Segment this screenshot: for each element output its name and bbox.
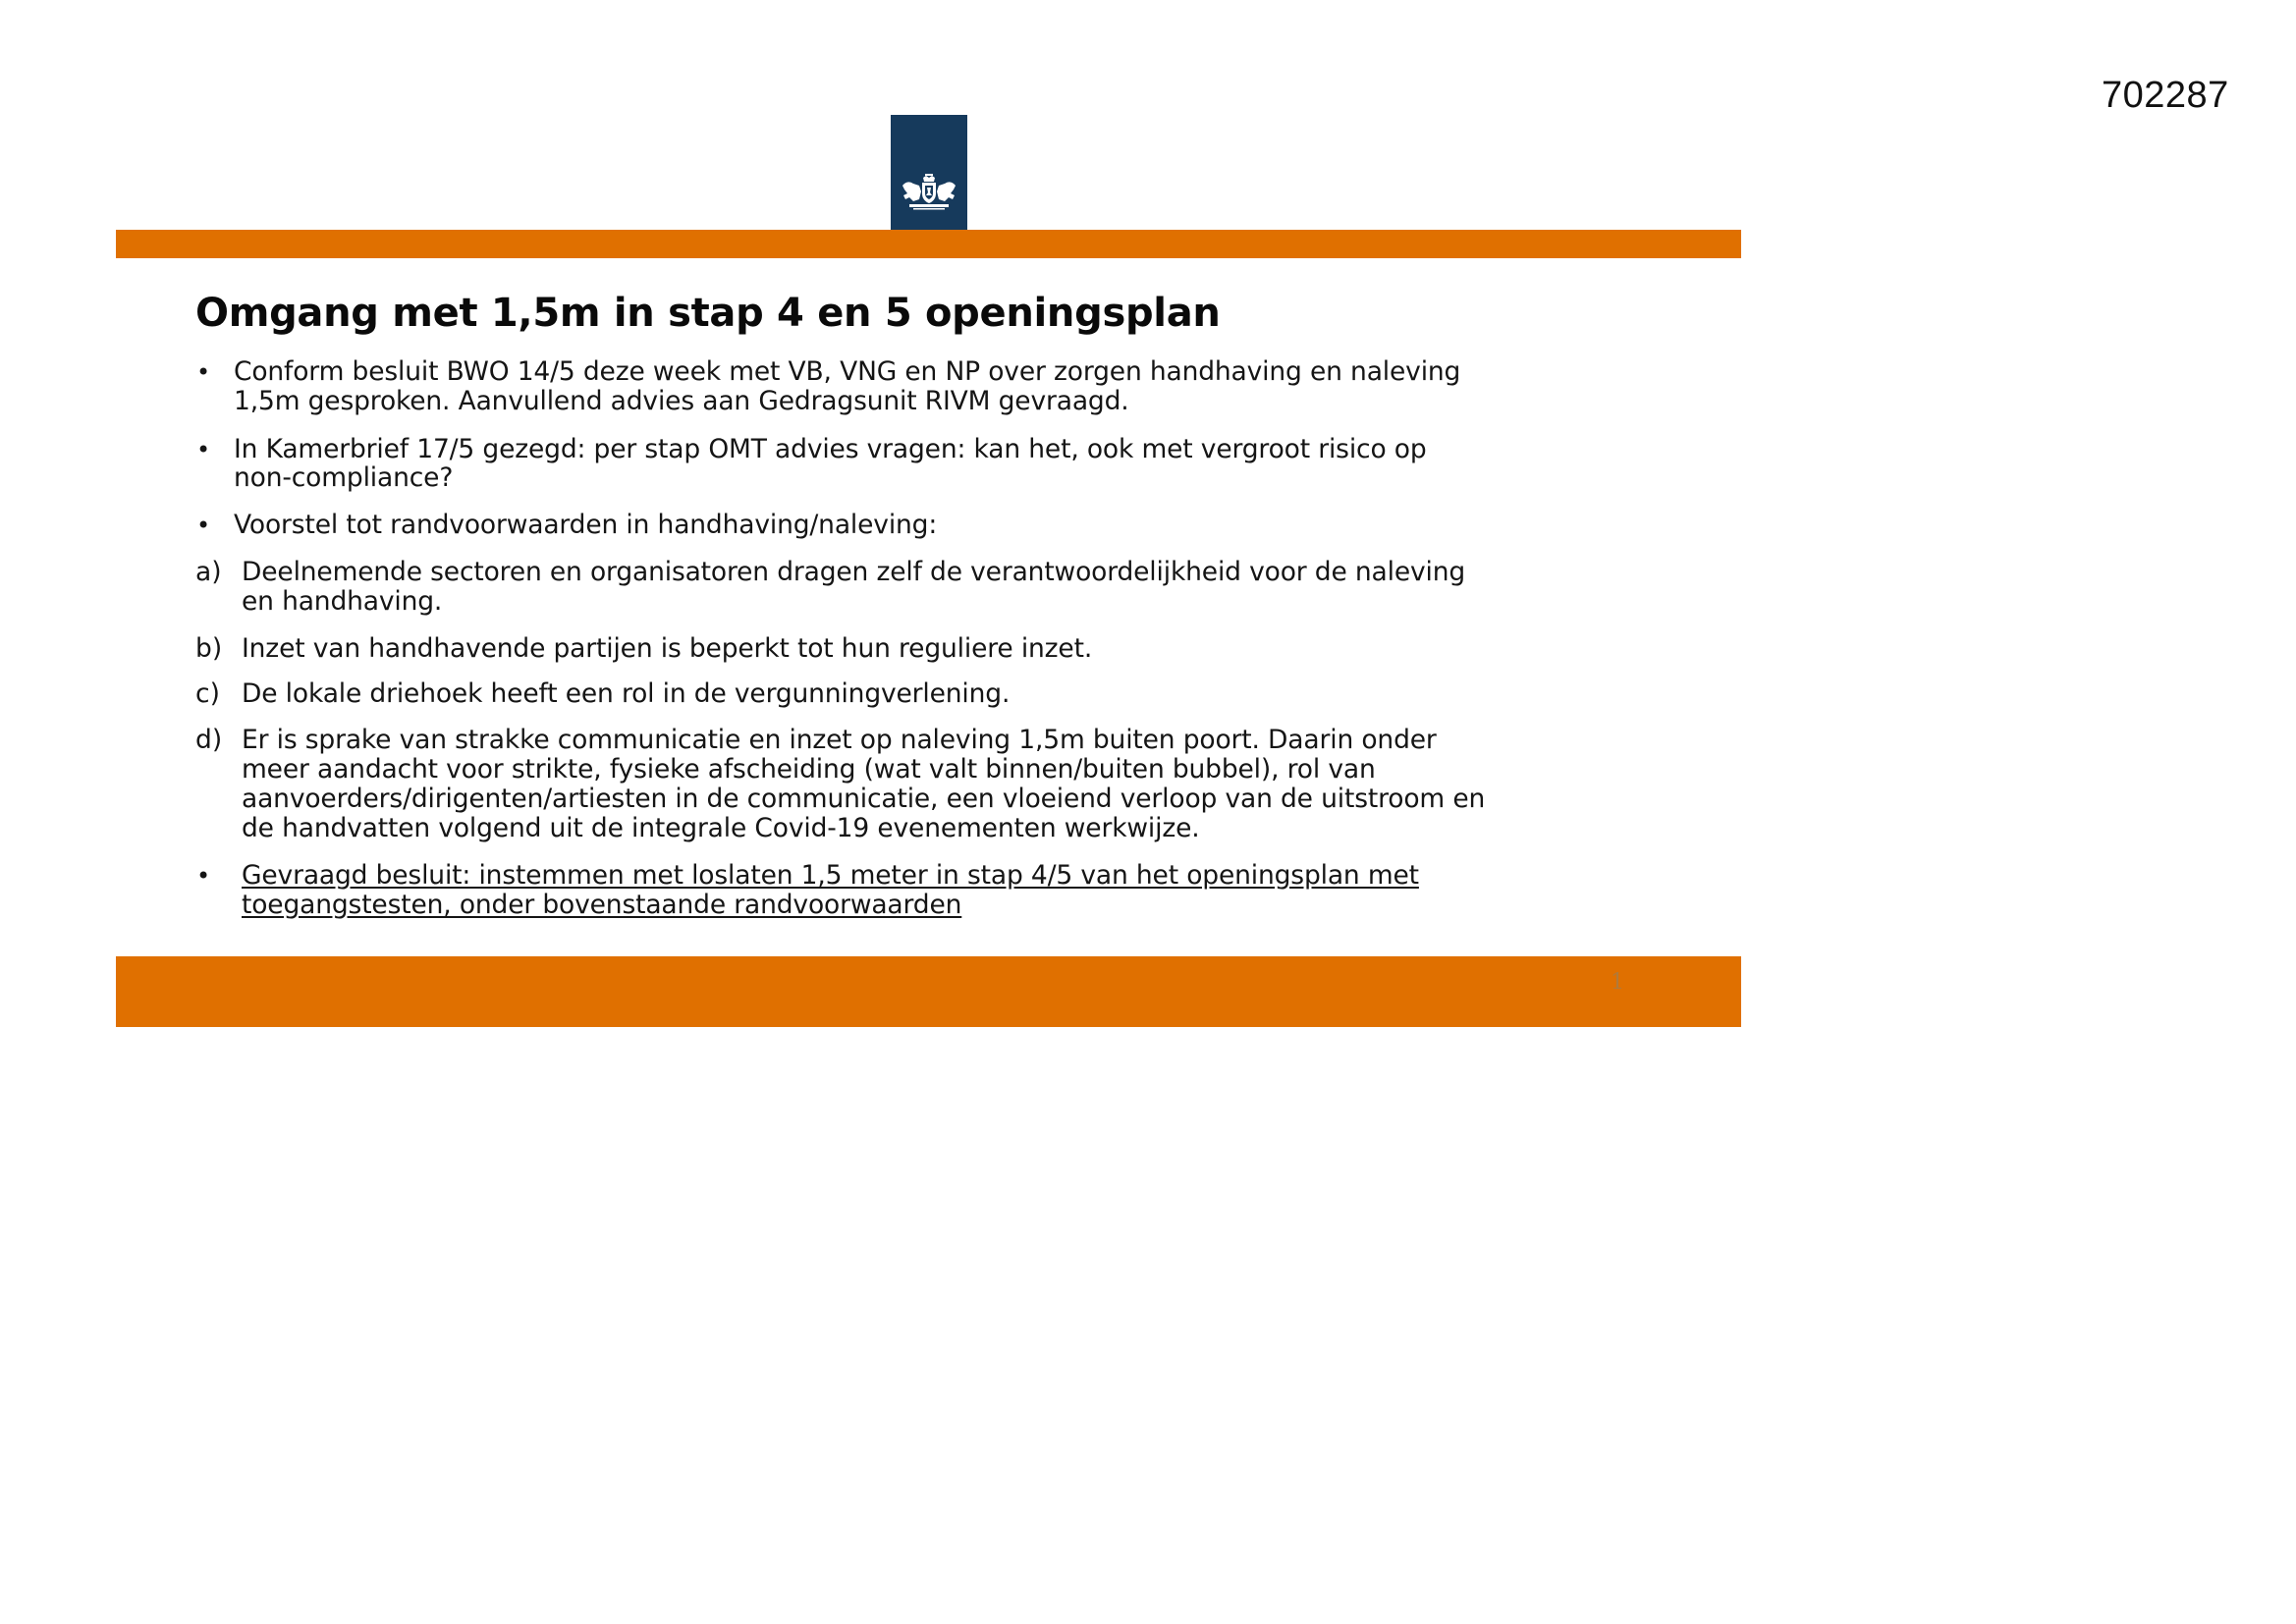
bullet-text-line: non-compliance? xyxy=(234,462,454,493)
decision-text-line: toegangstesten, onder bovenstaande randvoorwaarden xyxy=(242,890,962,920)
condition-text-line: Inzet van handhavende partijen is beperkt tot hun reguliere inzet. xyxy=(242,633,1093,664)
bullet-text-line: Conform besluit BWO 14/5 deze week met VB, VNG en NP over zorgen handhaving en naleving xyxy=(234,356,1461,387)
rijksoverheid-logo xyxy=(891,115,967,230)
decision-text-line: Gevraagd besluit: instemmen met loslaten 1,5 meter in stap 4/5 van het openingsplan met xyxy=(242,860,1419,891)
condition-text-line: De lokale driehoek heeft een rol in de vergunningverlening. xyxy=(242,678,1011,709)
condition-text-line: en handhaving. xyxy=(242,586,443,617)
bullet-marker: • xyxy=(196,436,211,463)
slide-page-number: 1 xyxy=(1611,970,1624,995)
bullet-marker: • xyxy=(196,862,211,890)
condition-marker: c) xyxy=(195,678,220,709)
bottom-accent-bar xyxy=(116,956,1741,1027)
bullet-text-line: Voorstel tot randvoorwaarden in handhaving/naleving: xyxy=(234,510,938,540)
condition-text-line: Er is sprake van strakke communicatie en inzet op naleving 1,5m buiten poort. Daarin onder xyxy=(242,725,1437,755)
condition-text-line: Deelnemende sectoren en organisatoren dragen zelf de verantwoordelijkheid voor de naleving xyxy=(242,557,1466,587)
bullet-marker: • xyxy=(196,358,211,386)
condition-text-line: meer aandacht voor strikte, fysieke afscheiding (wat valt binnen/buiten bubbel), rol van xyxy=(242,754,1376,785)
bullet-marker: • xyxy=(196,512,211,539)
slide-title: Omgang met 1,5m in stap 4 en 5 openingsplan xyxy=(195,291,1221,336)
condition-marker: a) xyxy=(195,557,222,587)
top-accent-bar xyxy=(116,230,1741,258)
bullet-text-line: 1,5m gesproken. Aanvullend advies aan Gedragsunit RIVM gevraagd. xyxy=(234,386,1129,416)
condition-text-line: de handvatten volgend uit de integrale Covid-19 evenementen werkwijze. xyxy=(242,813,1200,843)
condition-text-line: aanvoerders/dirigenten/artiesten in de communicatie, een vloeiend verloop van de uitstroom en xyxy=(242,784,1486,814)
condition-marker: d) xyxy=(195,725,223,755)
coat-of-arms-icon xyxy=(900,174,958,213)
bullet-text-line: In Kamerbrief 17/5 gezegd: per stap OMT advies vragen: kan het, ook met vergroot risico op xyxy=(234,434,1427,464)
condition-marker: b) xyxy=(195,633,223,664)
document-number: 702287 xyxy=(2102,75,2229,116)
